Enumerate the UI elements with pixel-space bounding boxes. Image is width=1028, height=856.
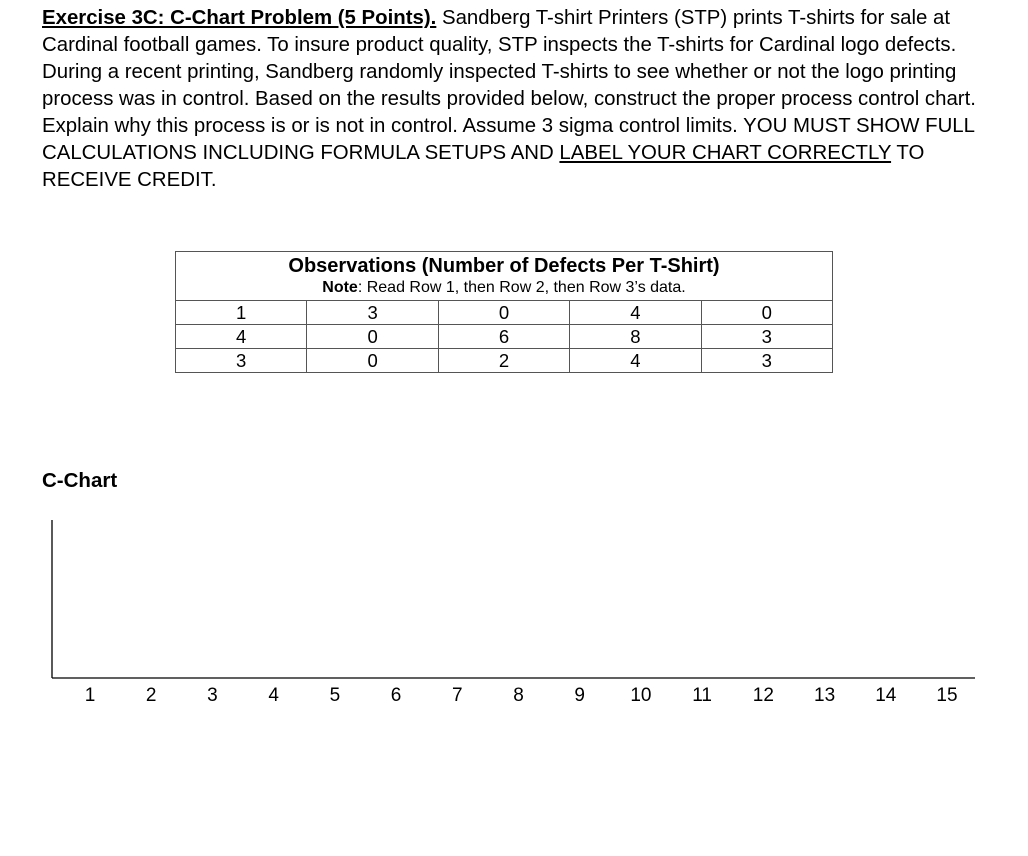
x-tick-label: 3 [207,685,218,706]
note-text: : Read Row 1, then Row 2, then Row 3’s data. [357,279,686,296]
problem-tail: TO RECEIVE CREDIT. [42,142,925,191]
exercise-heading: Exercise 3C: C-Chart Problem (5 Points). [42,7,437,29]
x-tick-labels [85,685,958,706]
x-tick-label: 11 [692,685,713,706]
chart-title: C-Chart [42,469,118,492]
table-cell: 0 [438,301,569,325]
x-tick-label: 5 [329,685,341,706]
x-tick-label: 4 [268,685,279,706]
table-cell: 3 [701,325,832,349]
x-tick-label: 12 [752,685,774,706]
table-cell: 4 [570,349,701,373]
x-tick-label: 1 [84,685,96,706]
x-tick-label: 9 [574,685,586,706]
x-tick-label: 7 [451,685,463,706]
x-tick-label: 8 [513,685,524,706]
x-tick-label: 13 [814,685,836,706]
table-cell: 4 [570,301,701,325]
observations-title: Observations (Number of Defects Per T-Shirt) [288,255,720,277]
table-cell: 2 [438,349,569,373]
table-cell: 8 [570,325,701,349]
x-tick-label: 2 [145,685,157,706]
note-label: Note [322,279,358,296]
table-cell: 3 [307,301,438,325]
table-cell: 0 [307,349,438,373]
x-tick-label: 14 [875,685,897,706]
table-cell: 3 [176,349,307,373]
table-cell: 3 [701,349,832,373]
table-cell: 0 [701,301,832,325]
table-cell: 1 [176,301,307,325]
x-tick-label: 10 [630,685,652,706]
x-tick-label: 6 [390,685,402,706]
table-cell: 4 [176,325,307,349]
problem-body: Sandberg T-shirt Printers (STP) prints T-shirts for sale at Cardinal football games. To insure product quality, STP inspects the T-shirts for Cardinal logo defects. During a recent printing, Sandberg randomly inspected T-shirts to see whether or not the logo printing process was in control. Based on the results provided below, construct the proper process control chart. Explain why this process is or is not in control. Assume 3 sigma control limits. YOU MUST SHOW FULL CALCULATIONS INCLUDING FORMULA SETUPS AND [42,7,976,164]
table-cell: 6 [438,325,569,349]
x-tick-label: 15 [936,685,958,706]
problem-underlined-instruction: LABEL YOUR CHART CORRECTLY [559,142,892,164]
table-cell: 0 [307,325,438,349]
